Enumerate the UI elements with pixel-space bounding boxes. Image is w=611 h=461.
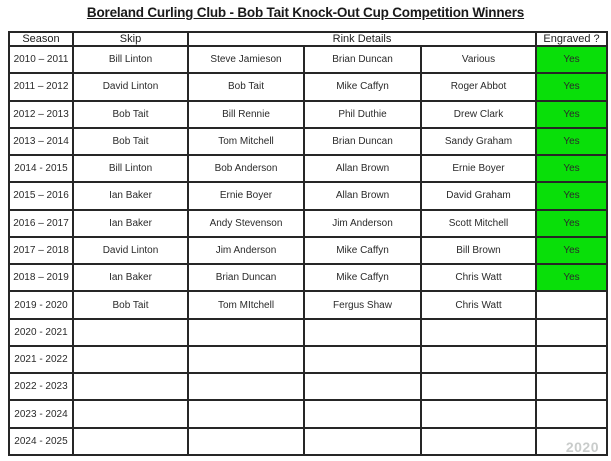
rink-player-1-cell: Andy Stevenson [188,210,304,237]
rink-player-1-cell: Ernie Boyer [188,182,304,209]
rink-player-2-cell [304,319,421,346]
table-row [9,182,607,209]
rink-player-2-cell: Phil Duthie [304,101,421,128]
rink-player-3-cell: Various [421,46,536,73]
rink-player-2-cell: Mike Caffyn [304,73,421,100]
rink-player-1-cell [188,373,304,400]
rink-player-2-cell: Allan Brown [304,182,421,209]
skip-cell: Ian Baker [73,264,188,291]
rink-player-1-cell: Bob Tait [188,73,304,100]
engraved-cell: Yes [536,101,607,128]
winners-table [8,31,608,456]
engraved-cell [536,400,607,427]
engraved-cell: Yes [536,155,607,182]
table-row [9,210,607,237]
rink-player-1-cell: Steve Jamieson [188,46,304,73]
rink-player-3-cell [421,346,536,373]
rink-player-3-cell [421,319,536,346]
skip-cell: David Linton [73,73,188,100]
table-row [9,319,607,346]
season-cell: 2010 – 2011 [9,46,73,73]
rink-player-2-cell: Allan Brown [304,155,421,182]
col-header-season: Season [9,32,73,46]
rink-player-1-cell [188,346,304,373]
rink-player-3-cell [421,400,536,427]
rink-player-2-cell: Mike Caffyn [304,264,421,291]
engraved-cell: Yes [536,182,607,209]
season-cell: 2018 – 2019 [9,264,73,291]
skip-cell [73,346,188,373]
rink-player-1-cell: Bill Rennie [188,101,304,128]
rink-player-1-cell: Tom Mitchell [188,128,304,155]
rink-player-1-cell: Tom MItchell [188,291,304,318]
skip-cell: Ian Baker [73,182,188,209]
rink-player-3-cell: Roger Abbot [421,73,536,100]
table-row [9,73,607,100]
rink-player-2-cell: Mike Caffyn [304,237,421,264]
season-cell: 2024 - 2025 [9,428,73,455]
rink-player-1-cell [188,319,304,346]
rink-player-1-cell: Bob Anderson [188,155,304,182]
engraved-cell [536,346,607,373]
skip-cell [73,400,188,427]
season-cell: 2016 – 2017 [9,210,73,237]
col-header-engraved: Engraved ? [536,32,607,46]
season-cell: 2023 - 2024 [9,400,73,427]
rink-player-3-cell: Scott Mitchell [421,210,536,237]
rink-player-2-cell: Fergus Shaw [304,291,421,318]
rink-player-1-cell: Jim Anderson [188,237,304,264]
table-body [9,46,607,455]
col-header-rink-details: Rink Details [188,32,536,46]
table-row [9,264,607,291]
engraved-cell: Yes [536,73,607,100]
season-cell: 2020 - 2021 [9,319,73,346]
rink-player-2-cell: Jim Anderson [304,210,421,237]
rink-player-3-cell: Chris Watt [421,291,536,318]
rink-player-2-cell: Brian Duncan [304,128,421,155]
skip-cell: Ian Baker [73,210,188,237]
rink-player-1-cell [188,428,304,455]
season-cell: 2013 – 2014 [9,128,73,155]
rink-player-3-cell [421,428,536,455]
rink-player-1-cell [188,400,304,427]
col-header-skip: Skip [73,32,188,46]
rink-player-3-cell: Ernie Boyer [421,155,536,182]
engraved-cell [536,373,607,400]
table-row [9,346,607,373]
watermark-year: 2020 [565,439,599,455]
engraved-cell: Yes [536,210,607,237]
rink-player-2-cell [304,428,421,455]
table-row [9,101,607,128]
engraved-cell [536,291,607,318]
table-row [9,373,607,400]
rink-player-2-cell: Brian Duncan [304,46,421,73]
season-cell: 2019 - 2020 [9,291,73,318]
rink-player-3-cell: Drew Clark [421,101,536,128]
rink-player-2-cell [304,346,421,373]
rink-player-3-cell: Sandy Graham [421,128,536,155]
engraved-cell: Yes [536,237,607,264]
rink-player-3-cell [421,373,536,400]
season-cell: 2012 – 2013 [9,101,73,128]
season-cell: 2022 - 2023 [9,373,73,400]
rink-player-2-cell [304,400,421,427]
rink-player-3-cell: Chris Watt [421,264,536,291]
table-row [9,128,607,155]
table-row [9,46,607,73]
rink-player-1-cell: Brian Duncan [188,264,304,291]
table-row [9,400,607,427]
rink-player-2-cell [304,373,421,400]
engraved-cell: Yes [536,46,607,73]
table-row [9,237,607,264]
engraved-cell: Yes [536,128,607,155]
engraved-cell [536,319,607,346]
skip-cell: Bob Tait [73,128,188,155]
skip-cell [73,428,188,455]
skip-cell: Bill Linton [73,46,188,73]
season-cell: 2015 – 2016 [9,182,73,209]
page-title: Boreland Curling Club - Bob Tait Knock-Out Cup Competition Winners [86,5,525,20]
skip-cell [73,373,188,400]
rink-player-3-cell: David Graham [421,182,536,209]
skip-cell: Bob Tait [73,291,188,318]
season-cell: 2017 – 2018 [9,237,73,264]
skip-cell [73,319,188,346]
table-row [9,291,607,318]
header-row [9,32,607,46]
table-row [9,155,607,182]
table-row [9,428,607,455]
skip-cell: Bob Tait [73,101,188,128]
season-cell: 2021 - 2022 [9,346,73,373]
rink-player-3-cell: Bill Brown [421,237,536,264]
season-cell: 2014 - 2015 [9,155,73,182]
engraved-cell: Yes [536,264,607,291]
season-cell: 2011 – 2012 [9,73,73,100]
skip-cell: Bill Linton [73,155,188,182]
skip-cell: David Linton [73,237,188,264]
